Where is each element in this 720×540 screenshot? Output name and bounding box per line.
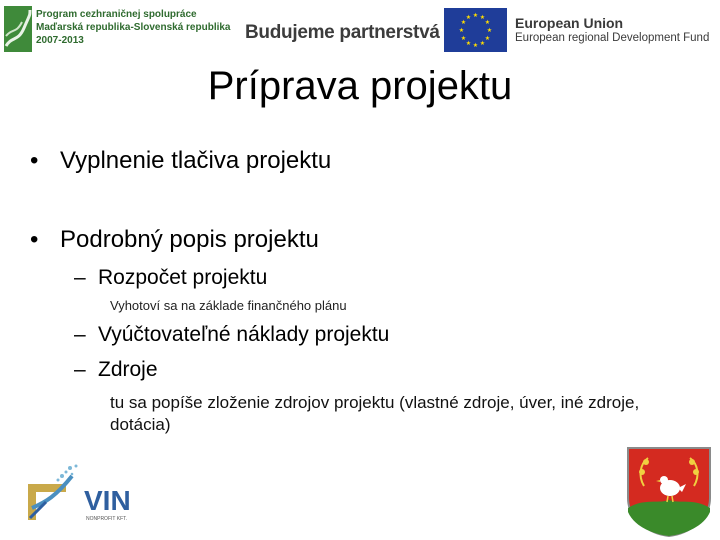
slide-title: Príprava projektu	[207, 64, 513, 108]
sub-dash: –	[74, 266, 86, 289]
bullet-item-1	[30, 147, 331, 175]
svg-text:★: ★	[465, 40, 472, 47]
eu-title: European Union	[515, 15, 624, 31]
program-line-2: Maďarská republika-Slovenská republika	[36, 22, 231, 33]
eu-flag-icon	[444, 8, 507, 52]
svg-text:★: ★	[484, 35, 491, 42]
partnership-slogan: Budujeme partnerstvá	[245, 22, 440, 43]
bullet-dot: •	[30, 147, 39, 174]
header-banner	[0, 0, 720, 62]
sub-item-3	[74, 358, 158, 382]
svg-text:★: ★	[479, 14, 486, 21]
sub-text-3: Zdroje	[98, 358, 158, 381]
svg-text:★: ★	[479, 40, 486, 47]
sub-item-2	[74, 323, 389, 347]
svg-text:★: ★	[460, 19, 467, 26]
sub-dash: –	[74, 358, 86, 381]
sub-item-1	[74, 266, 267, 290]
sub-note-3: tu sa popíše zloženie zdrojov projektu (vlastné zdroje, úver, iné zdroje, dotácia)	[110, 393, 640, 434]
coat-of-arms-icon	[624, 446, 714, 538]
svg-text:★: ★	[472, 42, 479, 49]
bullet-text-1: Vyplnenie tlačiva projektu	[60, 147, 332, 174]
bullet-dot: •	[30, 226, 39, 253]
svg-text:★: ★	[465, 14, 472, 21]
sub-text-2: Vyúčtovateľné náklady projektu	[98, 323, 390, 346]
program-line-1: Program cezhraničnej spolupráce	[36, 9, 197, 20]
vin-logo-text: VIN	[84, 485, 131, 516]
sub-text-1: Rozpočet projektu	[98, 266, 268, 289]
program-line-3: 2007-2013	[36, 35, 84, 46]
vin-logo-subtext: NONPROFIT KFT.	[86, 516, 128, 522]
bullet-text-2: Podrobný popis projektu	[60, 226, 319, 253]
svg-text:★: ★	[486, 27, 493, 34]
svg-text:★: ★	[458, 27, 465, 34]
bullet-item-2	[30, 226, 319, 254]
sub-dash: –	[74, 323, 86, 346]
hu-sk-program-logo-icon	[4, 6, 32, 52]
eu-subtitle: European regional Development Fund	[515, 32, 710, 44]
svg-text:★: ★	[472, 12, 479, 19]
svg-text:★: ★	[484, 19, 491, 26]
eu-label	[515, 16, 709, 46]
sub-note-1: Vyhotoví sa na základe finančného plánu	[110, 298, 347, 313]
vin-logo-icon	[26, 462, 146, 532]
program-title	[36, 8, 231, 47]
svg-text:★: ★	[460, 35, 467, 42]
